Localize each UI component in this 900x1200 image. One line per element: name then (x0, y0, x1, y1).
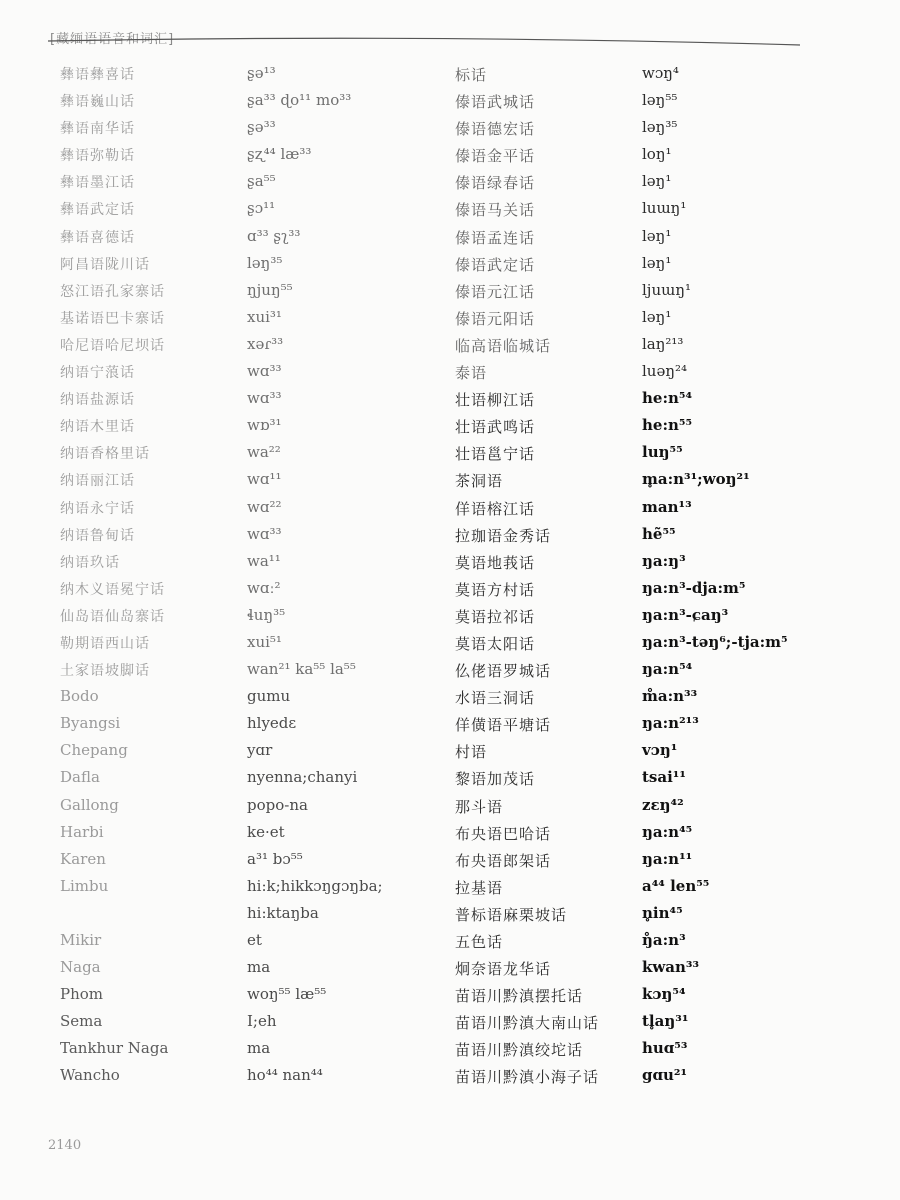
word-form: luŋ⁵⁵ (642, 443, 683, 462)
entry-row (455, 414, 855, 441)
word-form: wɑ³³ (247, 362, 282, 381)
entry-row (455, 143, 855, 170)
word-form: gumu (247, 687, 291, 706)
word-form: hẽ⁵⁵ (642, 524, 676, 543)
word-form: hi:k;hikkɔŋgɔŋba; (247, 876, 383, 895)
word-form: ʂa³³ ɖo¹¹ mo³³ (247, 91, 352, 110)
word-form: ŋa:ŋ³ (642, 551, 686, 570)
language-name: 傣语绿春话 (455, 174, 536, 193)
language-name: 傣语元阳话 (455, 309, 536, 328)
language-name: 布央语巴哈话 (455, 824, 552, 843)
language-name: 泰语 (455, 364, 488, 383)
page-number: 2140 (48, 1138, 82, 1153)
word-form: tl̥aŋ³¹ (642, 1012, 689, 1031)
language-name: 水语三洞话 (455, 689, 536, 708)
language-name: 彝语武定话 (60, 202, 135, 219)
entry-row (455, 62, 855, 89)
entry-row (455, 1010, 855, 1037)
entry-row (60, 496, 440, 523)
word-form: hi:ktaŋba (247, 903, 319, 922)
word-form: ʂɔ¹¹ (247, 199, 276, 218)
entry-row (60, 956, 440, 983)
word-form: ŋa:n¹¹ (642, 849, 693, 868)
entry-row (60, 550, 440, 577)
entry-row (455, 766, 855, 793)
word-form: ljuɯŋ¹ (642, 280, 692, 299)
language-name: 彝语彝喜话 (60, 67, 135, 83)
language-name: Karen (60, 849, 106, 868)
language-name: 土家语坡脚话 (60, 663, 150, 680)
language-name: 苗语川黔滇摆托话 (455, 987, 584, 1006)
language-name: 纳木义语冕宁话 (60, 581, 165, 598)
entry-row (455, 794, 855, 821)
language-name: 彝语弥勒话 (60, 148, 135, 165)
language-name: Byangsi (60, 714, 121, 733)
word-form: hlyedɛ (247, 714, 297, 733)
word-form: I;eh (247, 1012, 277, 1031)
word-form: laŋ²¹³ (642, 334, 684, 353)
language-name: 拉基语 (455, 878, 504, 897)
word-form: m̥a:n³¹;woŋ²¹ (642, 470, 750, 489)
language-name: 莫语方村话 (455, 580, 536, 599)
language-name: Tankhur Naga (60, 1039, 169, 1058)
entry-row (60, 170, 440, 197)
language-name: 纳语丽江话 (60, 473, 135, 490)
entry-row (60, 631, 440, 658)
language-name: 临高语临城话 (455, 336, 552, 355)
entry-row (60, 441, 440, 468)
language-name: Chepang (60, 741, 128, 760)
entry-row (60, 875, 440, 902)
entry-row (60, 794, 440, 821)
language-name: 莫语拉祁话 (455, 607, 536, 626)
language-name: 黎语加茂话 (455, 770, 536, 789)
language-name: Dafla (60, 768, 100, 787)
word-form: wa¹¹ (247, 551, 281, 570)
entry-row (60, 739, 440, 766)
word-form: wɒ³¹ (247, 416, 282, 435)
entry-row (455, 983, 855, 1010)
entry-row (60, 523, 440, 550)
language-name: 傣语马关话 (455, 201, 536, 220)
word-form: xəɾ³³ (247, 334, 284, 353)
language-name: 纳语玖话 (60, 554, 120, 571)
entry-row (60, 821, 440, 848)
language-name: Gallong (60, 795, 119, 814)
language-name: 佯僙语平塘话 (455, 716, 552, 735)
language-name: 村语 (455, 743, 488, 762)
language-name: 傣语金平话 (455, 147, 536, 166)
entry-row (455, 523, 855, 550)
language-name: 五色话 (455, 933, 504, 951)
word-form: luɯŋ¹ (642, 199, 687, 218)
entry-row (455, 333, 855, 360)
word-form: luəŋ²⁴ (642, 362, 688, 381)
language-name: Phom (60, 985, 104, 1004)
word-form: ɑ³³ ʂʅ³³ (247, 226, 301, 245)
language-name: Limbu (60, 876, 109, 895)
entry-row (60, 116, 440, 143)
entry-row (455, 631, 855, 658)
entry-row (60, 387, 440, 414)
word-form: xui³¹ (247, 307, 282, 326)
language-name: 茶洞语 (455, 472, 504, 491)
word-form: wɔŋ⁴ (642, 64, 679, 82)
language-name: Naga (60, 958, 101, 977)
language-name: Mikir (60, 931, 102, 949)
entry-row (455, 875, 855, 902)
word-form: tsai¹¹ (642, 768, 686, 787)
language-name: 壮语柳江话 (455, 391, 536, 410)
word-form: ke·et (247, 822, 285, 841)
language-name: 那斗语 (455, 797, 504, 816)
entry-row (60, 306, 440, 333)
language-name: Bodo (60, 687, 99, 706)
word-form: he:n⁵⁵ (642, 416, 693, 435)
entry-row (455, 279, 855, 306)
language-name: 纳语宁蒗话 (60, 365, 135, 382)
word-form: ŋa:n²¹³ (642, 714, 699, 733)
word-form: et (247, 931, 262, 949)
language-name: Sema (60, 1012, 103, 1031)
word-form: ma (247, 958, 271, 977)
word-form: ləŋ⁵⁵ (642, 91, 678, 110)
entry-row (60, 1037, 440, 1064)
entry-row (455, 712, 855, 739)
running-header: [藏缅语语音和词汇] (50, 32, 175, 47)
word-form: wɑ²² (247, 497, 282, 516)
language-name: 傣语孟连话 (455, 228, 536, 247)
left-column (60, 62, 440, 1092)
language-name: 莫语太阳话 (455, 634, 536, 653)
language-name: 布央语郎架话 (455, 851, 552, 870)
word-form: a³¹ bɔ⁵⁵ (247, 849, 303, 868)
word-form: popo-na (247, 795, 308, 814)
word-form: ŋa:n³-dja:m⁵ (642, 578, 746, 597)
language-name: 纳语鲁甸话 (60, 527, 135, 544)
language-name: 壮语邕宁话 (455, 445, 536, 464)
language-name: 纳语木里话 (60, 419, 135, 436)
language-name: 阿昌语陇川话 (60, 256, 150, 273)
word-form: he:n⁵⁴ (642, 389, 693, 408)
language-name: 仫佬语罗城话 (455, 662, 552, 681)
word-form: wɑː² (247, 578, 281, 597)
entry-row (455, 387, 855, 414)
entry-row (455, 956, 855, 983)
word-form: ləŋ³⁵ (642, 118, 678, 137)
entry-row (455, 441, 855, 468)
entry-row (60, 902, 440, 929)
language-name: 壮语武鸣话 (455, 418, 536, 437)
entry-row (455, 306, 855, 333)
language-name: 普标语麻栗坡话 (455, 905, 568, 924)
entry-row (60, 279, 440, 306)
entry-row (455, 685, 855, 712)
language-name: 纳语香格里话 (60, 446, 150, 463)
entry-row (455, 821, 855, 848)
entry-row (60, 360, 440, 387)
entry-row (60, 604, 440, 631)
word-form: ŋa:n⁵⁴ (642, 660, 693, 679)
word-form: ʂə³³ (247, 118, 276, 137)
word-form: m̊a:n³³ (642, 687, 698, 706)
word-form: ləŋ³⁵ (247, 253, 283, 272)
entry-row (60, 766, 440, 793)
word-form: huɑ⁵³ (642, 1039, 688, 1058)
word-form: ɬuŋ³⁵ (247, 605, 286, 624)
entry-row (455, 577, 855, 604)
entry-row (455, 496, 855, 523)
word-form: wa²² (247, 443, 281, 462)
entry-row (60, 225, 440, 252)
word-form: xui⁵¹ (247, 632, 282, 651)
word-form: ŋjuŋ⁵⁵ (247, 280, 293, 299)
word-form: nyenna;chanyi (247, 768, 358, 787)
entry-row (455, 360, 855, 387)
entry-row (60, 577, 440, 604)
language-name: 怒江语孔家寨话 (60, 283, 165, 300)
word-form: ʂə¹³ (247, 64, 276, 82)
language-name: 彝语喜德话 (60, 229, 135, 246)
word-form: ŋa:n⁴⁵ (642, 822, 693, 841)
entry-row (455, 116, 855, 143)
word-form: vɔŋ¹ (642, 741, 678, 760)
word-form: ho⁴⁴ nan⁴⁴ (247, 1066, 323, 1085)
word-form: gɑu²¹ (642, 1066, 688, 1085)
language-name: 纳语永宁话 (60, 500, 135, 517)
entry-row (60, 983, 440, 1010)
entry-row (60, 62, 440, 89)
language-name: 傣语武定话 (455, 255, 536, 274)
word-form: ŋa:n³-təŋ⁶;-tja:m⁵ (642, 632, 788, 651)
word-form: ʂa⁵⁵ (247, 172, 276, 191)
language-name: 标话 (455, 66, 488, 84)
entry-row (455, 1064, 855, 1091)
word-form: kwan³³ (642, 958, 700, 977)
entry-row (60, 333, 440, 360)
entry-row (455, 658, 855, 685)
word-form: loŋ¹ (642, 145, 672, 164)
word-form: n̥in⁴⁵ (642, 903, 683, 922)
language-name: Harbi (60, 822, 104, 841)
entry-row (455, 739, 855, 766)
entry-row (455, 902, 855, 929)
language-name: 炯奈语龙华话 (455, 960, 552, 979)
entry-row (60, 685, 440, 712)
word-form: ləŋ¹ (642, 172, 672, 191)
word-form: ləŋ¹ (642, 253, 672, 272)
entry-row (455, 1037, 855, 1064)
language-name: 苗语川黔滇大南山话 (455, 1014, 600, 1033)
language-name: 拉珈语金秀话 (455, 526, 552, 545)
word-form: ləŋ¹ (642, 226, 672, 245)
word-form: ʂʐ⁴⁴ læ³³ (247, 145, 312, 164)
word-form: ləŋ¹ (642, 307, 672, 326)
entry-row (455, 225, 855, 252)
entry-row (60, 1010, 440, 1037)
language-name: 哈尼语哈尼坝话 (60, 337, 165, 354)
word-form: wan²¹ ka⁵⁵ la⁵⁵ (247, 660, 356, 679)
language-name: 勒期语西山话 (60, 635, 150, 652)
word-form: a⁴⁴ len⁵⁵ (642, 876, 710, 895)
language-name: 莫语地莪话 (455, 553, 536, 572)
entry-row (60, 414, 440, 441)
entry-row (60, 712, 440, 739)
language-name: 基诺语巴卡寨话 (60, 310, 165, 327)
entry-row (455, 197, 855, 224)
entry-row (455, 929, 855, 956)
word-form: ŋa:n³-ɕaŋ³ (642, 605, 729, 624)
entry-row (60, 252, 440, 279)
entry-row (455, 89, 855, 116)
entry-row (455, 170, 855, 197)
language-name: 傣语德宏话 (455, 120, 536, 139)
word-form: ŋ̊a:n³ (642, 931, 686, 949)
word-form: woŋ⁵⁵ læ⁵⁵ (247, 985, 327, 1004)
word-form: yɑr (247, 741, 273, 760)
language-name: 仙岛语仙岛寨话 (60, 608, 165, 625)
word-form: wɑ³³ (247, 524, 282, 543)
entry-row (455, 468, 855, 495)
language-name: 傣语武城话 (455, 93, 536, 112)
entry-row (60, 929, 440, 956)
entry-row (60, 848, 440, 875)
entry-row (60, 143, 440, 170)
word-form: kɔŋ⁵⁴ (642, 985, 686, 1004)
word-form: man¹³ (642, 497, 692, 516)
entry-row (455, 252, 855, 279)
entry-row (60, 197, 440, 224)
entry-row (455, 604, 855, 631)
right-column (455, 62, 855, 1092)
language-name: Wancho (60, 1066, 120, 1085)
word-form: wɑ¹¹ (247, 470, 282, 489)
entry-row (60, 89, 440, 116)
language-name: 佯语榕江话 (455, 499, 536, 518)
entry-row (455, 848, 855, 875)
entry-row (60, 468, 440, 495)
language-name: 彝语南华话 (60, 121, 135, 138)
language-name: 苗语川黔滇小海子话 (455, 1068, 600, 1087)
language-name: 傣语元江话 (455, 282, 536, 301)
word-form: zɛŋ⁴² (642, 795, 684, 814)
header-rule (48, 32, 800, 46)
word-form: ma (247, 1039, 271, 1058)
language-name: 纳语盐源话 (60, 392, 135, 409)
language-name: 彝语墨江话 (60, 175, 135, 192)
entry-row (60, 658, 440, 685)
word-form: wɑ³³ (247, 389, 282, 408)
entry-row (455, 550, 855, 577)
language-name: 苗语川黔滇绞坨话 (455, 1041, 584, 1060)
entry-row (60, 1064, 440, 1091)
language-name: 彝语巍山话 (60, 94, 135, 111)
